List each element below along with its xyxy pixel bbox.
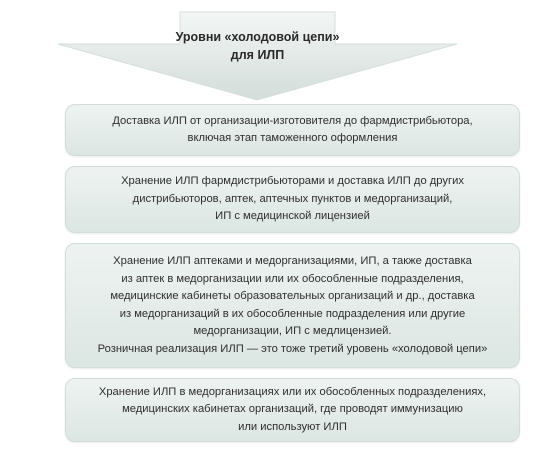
level-3-text: Хранение ИЛП аптеками и медорганизациями, ИП, а также доставка из аптек в медорганизации или их обособленные подразделения, медицинские кабинеты образовательных организаций и др., доставка из медорганизаций в их обособленные подразделения или другие медорганизации, ИП с медлицензией. Розничная реализация ИЛП — это тоже третий уровень «холодовой цепи» — [97, 255, 488, 355]
level-3-box — [65, 243, 520, 368]
level-4-box — [65, 378, 520, 442]
level-2-box — [65, 166, 520, 233]
level-2-text: Хранение ИЛП фармдистрибьюторами и доставка ИЛП до других дистрибьюторов, аптек, аптечных пунктов и медорганизаций, ИП с медицинской лицензией — [121, 175, 464, 223]
level-1-box — [65, 104, 520, 156]
header-arrow — [55, 8, 460, 103]
level-4-text: Хранение ИЛП в медорганизациях или их обособленных подразделениях, медицинских кабинетах организаций, где проводят иммунизацию или используют ИЛП — [98, 385, 487, 433]
level-1-text: Доставка ИЛП от организации-изготовителя до фармдистрибьютора, включая этап таможенного оформления — [112, 114, 473, 144]
diagram-title: Уровни «холодовой цепи» для ИЛП — [175, 30, 340, 62]
